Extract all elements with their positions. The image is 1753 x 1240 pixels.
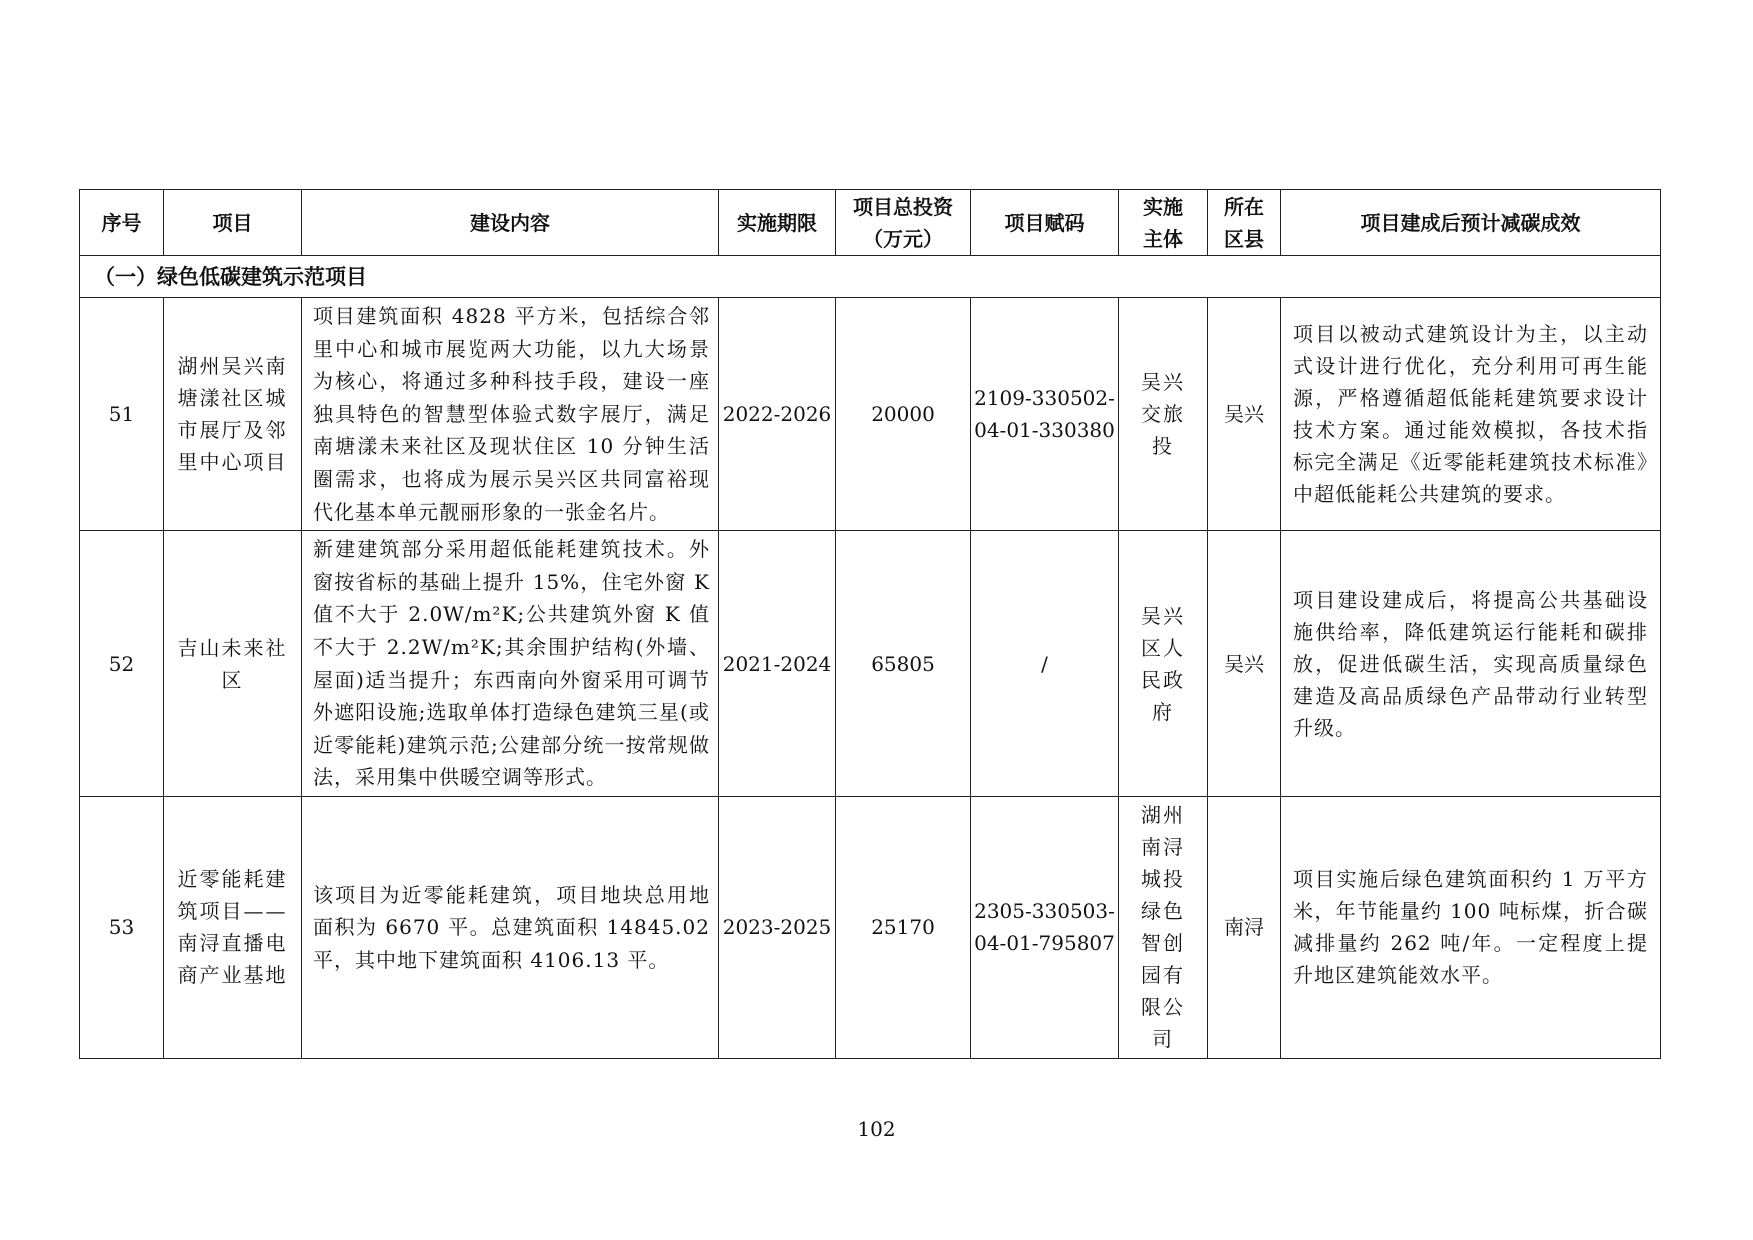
header-row xyxy=(80,190,1661,256)
row-seq: 51 xyxy=(80,298,164,531)
row-code xyxy=(971,531,1119,797)
row-county: 南浔 xyxy=(1208,796,1281,1058)
row-code-line1: 2109-330502- xyxy=(974,386,1115,411)
row-effect: 项目建设建成后，将提高公共基础设施供给率，降低建筑运行能耗和碳排放，促进低碳生活，实现高质量绿色建造及高品质绿色产品带动行业转型升级。 xyxy=(1281,531,1661,797)
header-seq: 序号 xyxy=(80,190,164,256)
row-subject: 吴兴交旅投 xyxy=(1119,298,1208,531)
section-title: （一）绿色低碳建筑示范项目 xyxy=(80,256,1661,298)
header-investment-line2: （万元） xyxy=(863,226,943,251)
row-code-line2: 04-01-330380 xyxy=(974,418,1115,443)
header-subject-line2: 主体 xyxy=(1143,226,1183,251)
row-code-line1: / xyxy=(1041,651,1048,676)
header-content: 建设内容 xyxy=(302,190,719,256)
table-row xyxy=(80,796,1661,1058)
header-code: 项目赋码 xyxy=(971,190,1119,256)
row-county: 吴兴 xyxy=(1208,531,1281,797)
row-code-line1: 2305-330503- xyxy=(974,899,1115,924)
row-period: 2021-2024 xyxy=(719,531,836,797)
section-row xyxy=(80,256,1661,298)
row-code xyxy=(971,298,1119,531)
table-row xyxy=(80,298,1661,531)
row-period: 2022-2026 xyxy=(719,298,836,531)
row-content: 该项目为近零能耗建筑，项目地块总用地面积为 6670 平。总建筑面积 14845.02 平，其中地下建筑面积 4106.13 平。 xyxy=(302,796,719,1058)
header-county xyxy=(1208,190,1281,256)
row-county: 吴兴 xyxy=(1208,298,1281,531)
row-content: 新建建筑部分采用超低能耗建筑技术。外窗按省标的基础上提升 15%，住宅外窗 K 值不大于 2.0W/m²K;公共建筑外窗 K 值不大于 2.2W/m²K;其余围护结构(外墙、屋面)适当提升；东西南向外窗采用可调节外遮阳设施;选取单体打造绿色建筑三星(或近零能耗)建筑示范;公建部分统一按常规做法，采用集中供暖空调等形式。 xyxy=(302,531,719,797)
page-number: 102 xyxy=(857,1117,896,1141)
header-project: 项目 xyxy=(164,190,302,256)
row-seq: 52 xyxy=(80,531,164,797)
row-investment: 25170 xyxy=(836,796,971,1058)
row-code-line2: 04-01-795807 xyxy=(974,931,1115,956)
header-subject xyxy=(1119,190,1208,256)
row-seq: 53 xyxy=(80,796,164,1058)
row-project: 近零能耗建筑项目——南浔直播电商产业基地 xyxy=(164,796,302,1058)
row-investment: 20000 xyxy=(836,298,971,531)
row-code xyxy=(971,796,1119,1058)
header-effect: 项目建成后预计减碳成效 xyxy=(1281,190,1661,256)
header-county-line1: 所在 xyxy=(1224,194,1264,219)
row-subject: 吴兴区人民政府 xyxy=(1119,531,1208,797)
row-effect: 项目以被动式建筑设计为主，以主动式设计进行优化，充分利用可再生能源，严格遵循超低能耗建筑要求设计技术方案。通过能效模拟，各技术指标完全满足《近零能耗建筑技术标准》中超低能耗公共建筑的要求。 xyxy=(1281,298,1661,531)
row-effect: 项目实施后绿色建筑面积约 1 万平方米，年节能量约 100 吨标煤，折合碳减排量约 262 吨/年。一定程度上提升地区建筑能效水平。 xyxy=(1281,796,1661,1058)
header-investment-line1: 项目总投资 xyxy=(853,194,953,219)
row-content: 项目建筑面积 4828 平方米，包括综合邻里中心和城市展览两大功能，以九大场景为核心，将通过多种科技手段，建设一座独具特色的智慧型体验式数字展厅，满足南塘漾未来社区及现状住区 10 分钟生活圈需求，也将成为展示吴兴区共同富裕现代化基本单元靓丽形象的一张金名片。 xyxy=(302,298,719,531)
row-subject: 湖州南浔城投绿色智创园有限公司 xyxy=(1119,796,1208,1058)
header-subject-line1: 实施 xyxy=(1143,194,1183,219)
row-project: 吉山未来社区 xyxy=(164,531,302,797)
row-project: 湖州吴兴南塘漾社区城市展厅及邻里中心项目 xyxy=(164,298,302,531)
table-row xyxy=(80,531,1661,797)
header-county-line2: 区县 xyxy=(1224,226,1264,251)
header-investment xyxy=(836,190,971,256)
row-period: 2023-2025 xyxy=(719,796,836,1058)
row-investment: 65805 xyxy=(836,531,971,797)
project-table xyxy=(79,189,1661,1059)
header-period: 实施期限 xyxy=(719,190,836,256)
